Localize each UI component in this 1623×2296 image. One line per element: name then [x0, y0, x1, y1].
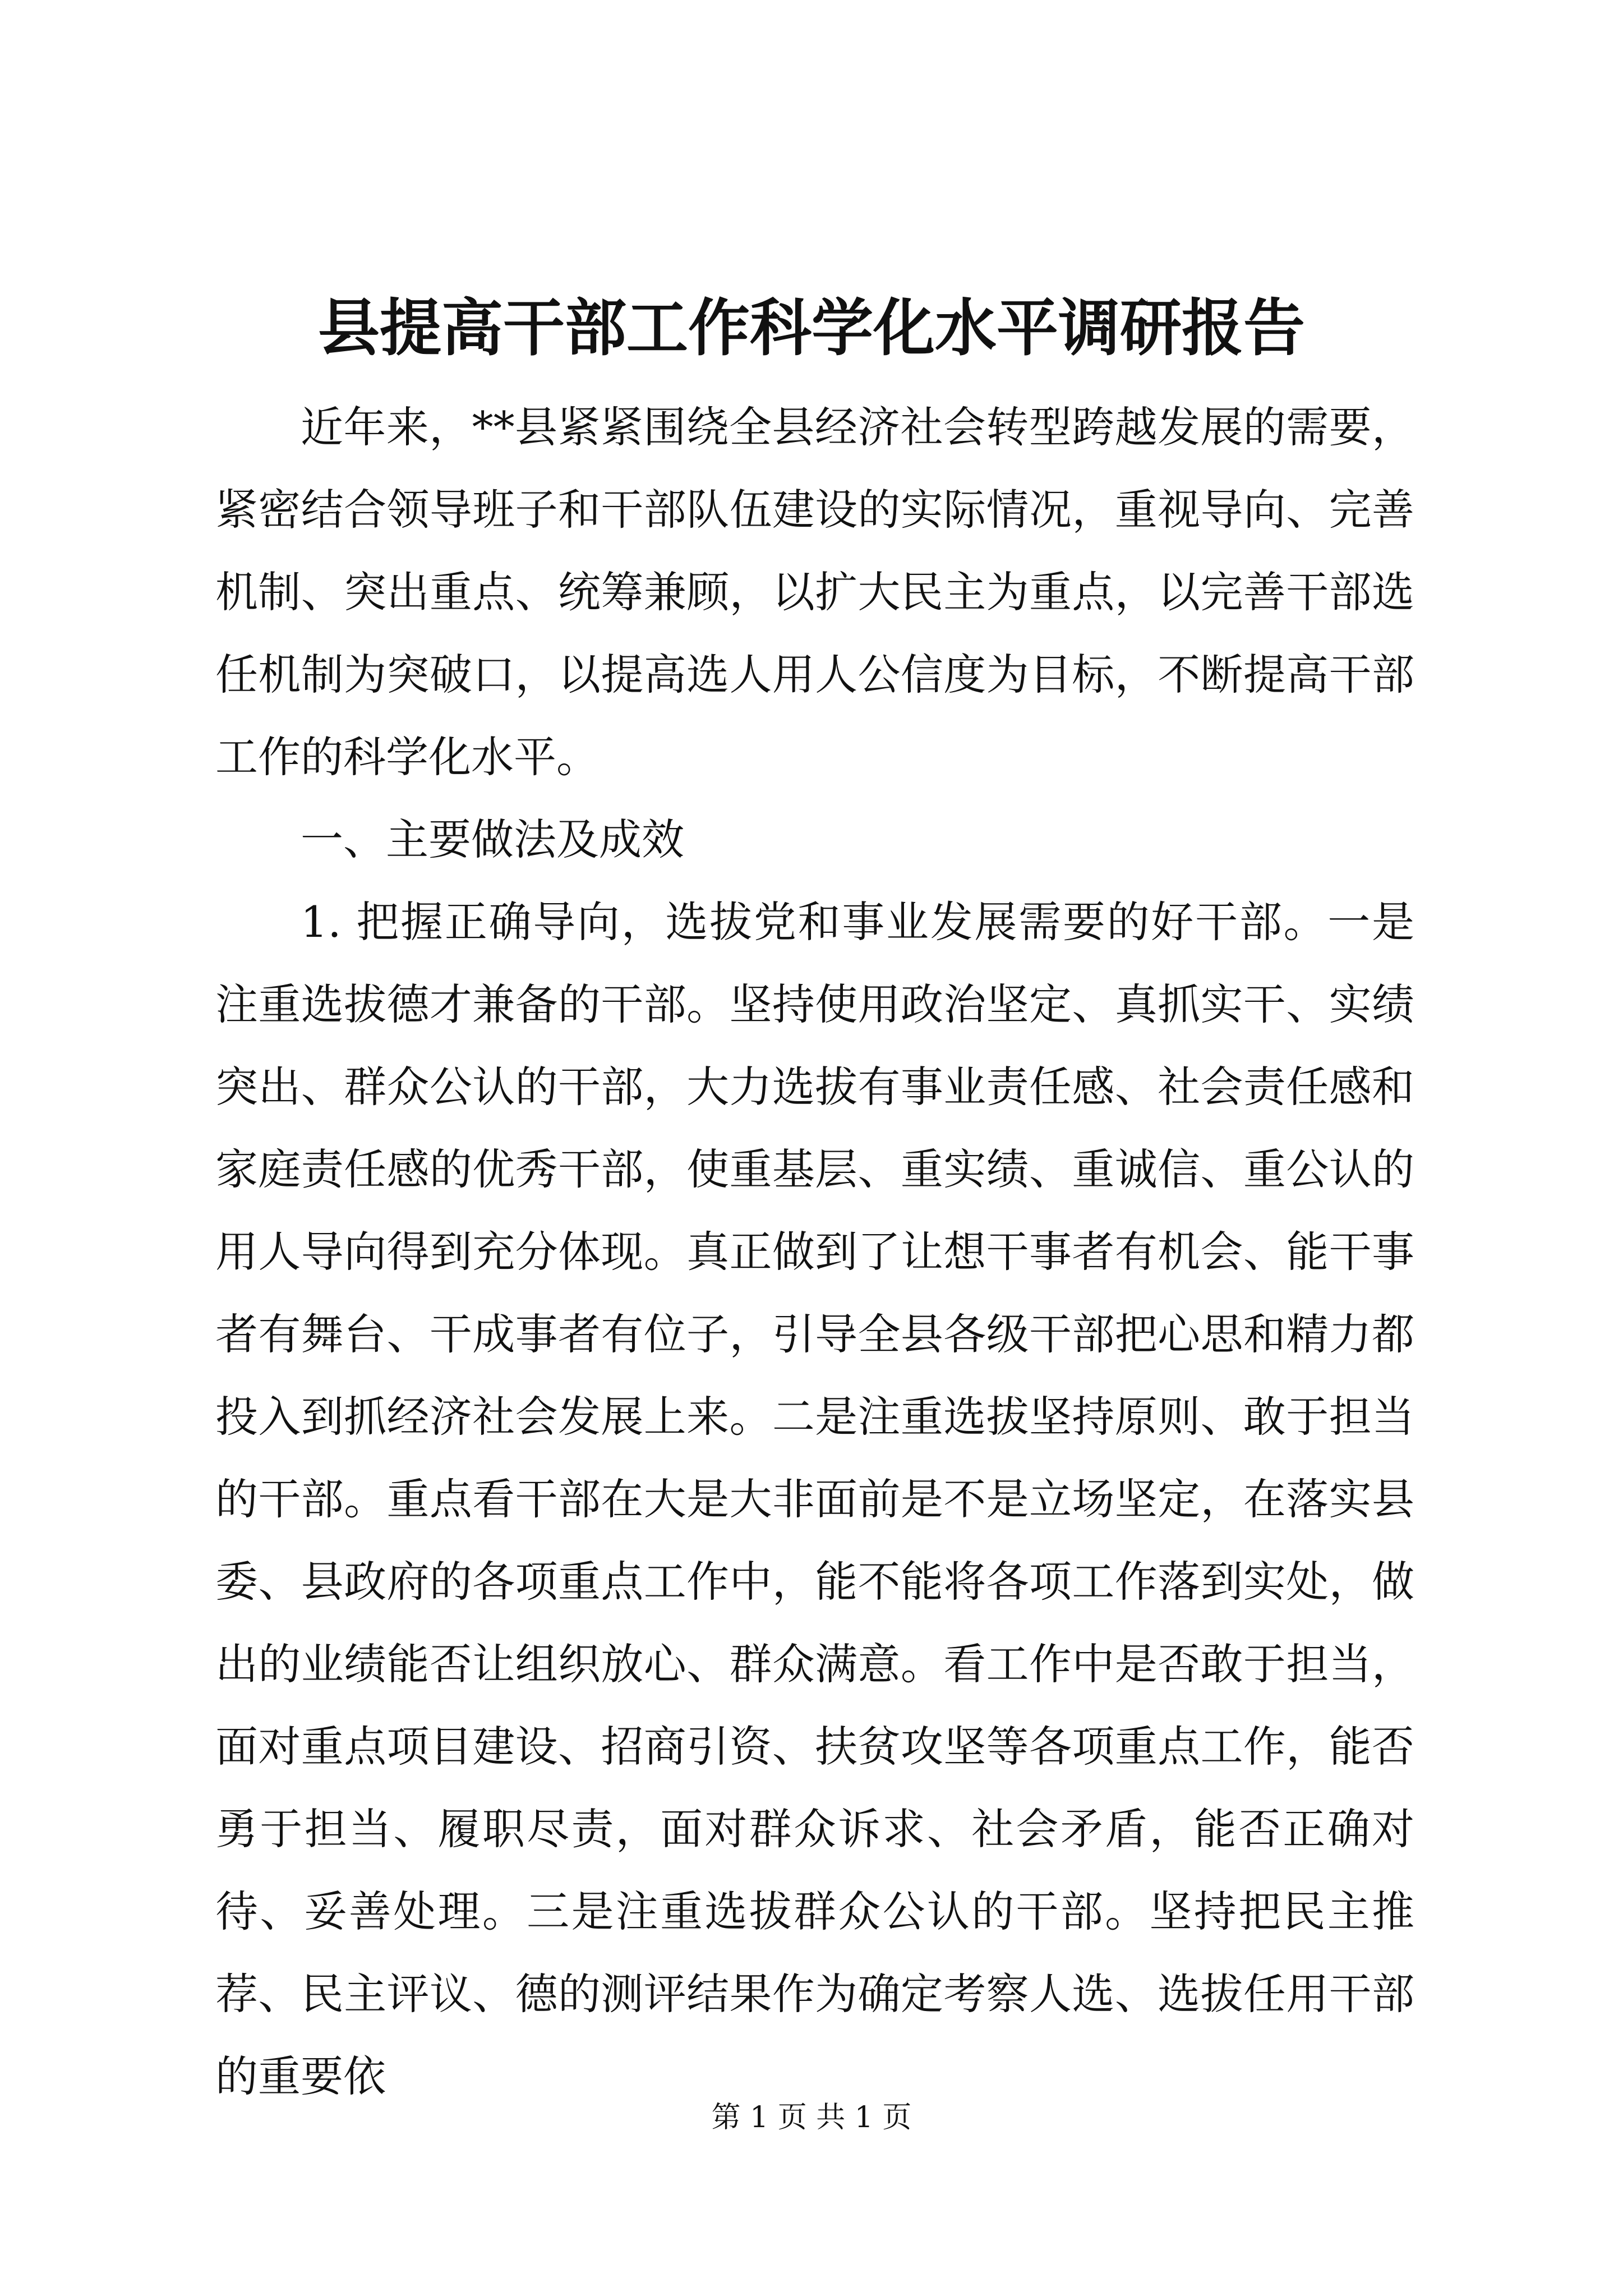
page-footer: 第 1 页 共 1 页 [711, 2101, 912, 2134]
document-title: 县提高干部工作科学化水平调研报告 [318, 292, 1305, 364]
document-body [215, 386, 1414, 2118]
intro-paragraph: 近年来，**县紧紧围绕全县经济社会转型跨越发展的需要，紧密结合领导班子和干部队伍建设的实际情况，重视导向、完善机制、突出重点、统筹兼顾，以扩大民主为重点，以完善干部选任机制为突破口，以提高选人用人公信度为目标，不断提高干部工作的科学化水平。 [215, 402, 1414, 782]
section-heading: 一、主要做法及成效 [301, 815, 684, 864]
body-paragraph: 1. 把握正确导向，选拔党和事业发展需要的好干部。一是注重选拔德才兼备的干部。坚持使用政治坚定、真抓实干、实绩突出、群众公认的干部，大力选拔有事业责任感、社会责任感和家庭责任感的优秀干部，使重基层、重实绩、重诚信、重公认的用人导向得到充分体现。真正做到了让想干事者有机会、能干事者有舞台、干成事者有位子，引导全县各级干部把心思和精力都投入到抓经济社会发展上来。二是注重选拔坚持原则、敢于担当的干部。重点看干部在大是大非面前是不是立场坚定，在落实县委、县政府的各项重点工作中，能不能将各项工作落到实处，做出的业绩能否让组织放心、群众满意。看工作中是否敢于担当，面对重点项目建设、招商引资、扶贫攻坚等各项重点工作，能否勇于担当、履职尽责，面对群众诉求、社会矛盾，能否正确对待、妥善处理。三是注重选拔群众公认的干部。坚持把民主推荐、民主评议、德的测评结果作为确定考察人选、选拔任用干部的重要依 [215, 897, 1414, 2101]
